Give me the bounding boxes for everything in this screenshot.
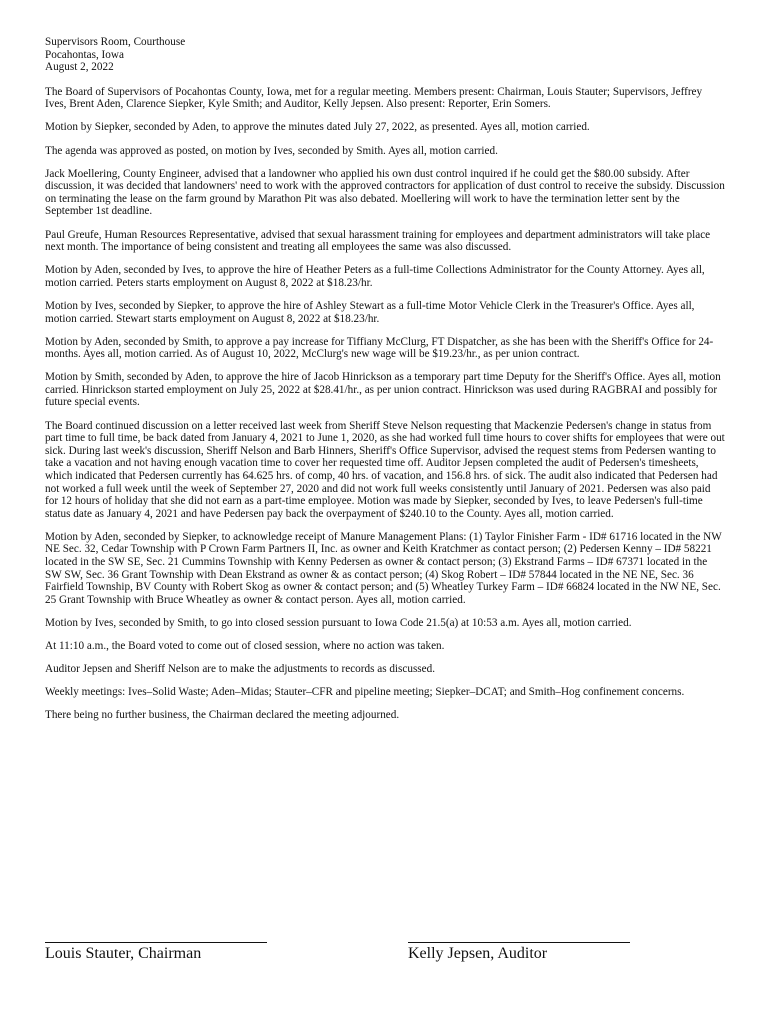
signature-line [408,932,630,943]
hire-peters-paragraph: Motion by Aden, seconded by Ives, to approve the hire of Heather Peters as a full-time Collections Administrator for the County Attorney. Ayes all, motion carried. Peters starts employment on August 8, 2022 at $18.23/hr. [45,264,705,289]
pay-increase-paragraph: Motion by Aden, seconded by Smith, to approve a pay increase for Tiffiany McClurg, FT Dispatcher, as she has been with the Sheriff's Office for 24-months. Ayes all, motion carried. As of August 10, 2022, McClurg's new wage will be $19.23/hr., as per union contract. [45,335,714,361]
signature-section [45,932,726,972]
manure-plans-paragraph: Motion by Aden, seconded by Siepker, to acknowledge receipt of Manure Management Plans: (1) Taylor Finisher Farm - ID# 61716 located in the NW NE Sec. 32, Cedar Township with P Crown Farm Partners II, Inc. as owner and Keith Kratchmer as contact person; (2) Pedersen Kenny – ID# 58221 located in the SW SE, Sec. 21 Cummins Township with Kenny Pedersen as owner & contact person; (3) Ekstrand Farms – ID# 67371 located in the SW SW, Sec. 36 Grant Township with Dean Ekstrand as owner & as contact person; (4) Skog Robert – ID# 57844 located in the NE NE, Sec. 36 Fairfield Township, BV County with Robert Skog as owner & contact person; and (5) Wheatley Turkey Farm – ID# 66824 located in the NW NE, Sec. 25 Grant Township with Bruce Wheatley as owner & contact person. Ayes all, motion carried. [45,530,722,606]
weekly-meetings-paragraph: Weekly meetings: Ives–Solid Waste; Aden–Midas; Stauter–CFR and pipeline meeting; Siepker–DCAT; and Smith–Hog confinement concerns. [45,686,685,699]
closed-session-paragraph: Motion by Ives, seconded by Smith, to go into closed session pursuant to Iowa Code 21.5(a) at 10:53 a.m. Ayes all, motion carried. [45,616,632,629]
chairman-name: Louis Stauter, Chairman [45,945,202,962]
hire-stewart-paragraph: Motion by Ives, seconded by Siepker, to approve the hire of Ashley Stewart as a full-time Motor Vehicle Clerk in the Treasurer's Office. Ayes all, motion carried. Stewart starts employment on August 8, 2022 at $18.23/hr. [45,299,695,325]
open-session-paragraph: At 11:10 a.m., the Board voted to come out of closed session, where no action was taken. [45,639,445,652]
meeting-city: Pocahontas, Iowa [45,48,124,61]
auditor-name: Kelly Jepsen, Auditor [408,945,548,962]
engineer-report-paragraph: Jack Moellering, County Engineer, advised that a landowner who applied his own dust control inquired if he could get the $80.00 subsidy. After discussion, it was decided that landowners' need to work with the approved contractors for application of dust control to receive the subsidy. Discussion on terminating the lease on the farm ground by Marathon Pit was also debated. Moellering will work to have the termination letter sent by the September 1st deadline. [45,167,725,218]
document-header [45,36,726,74]
chairman-signature [45,932,267,963]
attendance-paragraph: The Board of Supervisors of Pocahontas County, Iowa, met for a regular meeting. Members present: Chairman, Louis Stauter; Supervisors, Jeffrey Ives, Brent Aden, Clarence Siepker, Kyle Smith; and Auditor, Kelly Jepsen. Also present: Reporter, Erin Somers. [45,85,703,111]
hr-report-paragraph: Paul Greufe, Human Resources Representative, advised that sexual harassment training for employees and department administrators will take place next month. The importance of being consistent and treating all employees the same was also discussed. [45,228,711,254]
meeting-date: August 2, 2022 [45,61,114,74]
signature-line [45,932,267,943]
minutes-approval-paragraph: Motion by Siepker, seconded by Aden, to approve the minutes dated July 27, 2022, as presented. Ayes all, motion carried. [45,121,590,134]
agenda-approval-paragraph: The agenda was approved as posted, on motion by Ives, seconded by Smith. Ayes all, motion carried. [45,144,498,157]
adjustments-paragraph: Auditor Jepsen and Sheriff Nelson are to make the adjustments to records as discussed. [45,663,436,676]
hire-hinrickson-paragraph: Motion by Smith, seconded by Aden, to approve the hire of Jacob Hinrickson as a temporary part time Deputy for the Sheriff's Office. Ayes all, motion carried. Hinrickson started employment on July 25, 2022 at $28.41/hr., as per union contract. Hinrickson was used during RAGBRAI and possibly for future special events. [45,371,721,409]
pedersen-status-paragraph: The Board continued discussion on a letter received last week from Sheriff Steve Nelson requesting that Mackenzie Pedersen's change in status from part time to full time, be back dated from January 4, 2021 to June 1, 2020, as she had worked full time hours to cover shifts for employees that were out sick. During last week's discussion, Sheriff Nelson and Barb Hinners, Sheriff's Office Supervisor, advised the request stems from Pedersen wanting to take a vacation and not having enough vacation time to cover her requested time off. Auditor Jepsen completed the audit of Pedersen's timesheets, which indicated that Pedersen currently has 64.625 hrs. of comp, 40 hrs. of vacation, and 156.8 hrs. of sick. The audit also indicated that Pedersen had not worked a full week until the week of September 27, 2020 and did not work full weeks consistently until January of 2021. Pedersen was also paid for 12 hours of holiday that she did not earn as a part-time employee. Motion was made by Siepker, seconded by Ives, to leave Pedersen's full-time status date as January 4, 2021 and have Pedersen pay back the overpayment of $240.10 to the County. Ayes all, motion carried. [45,419,725,520]
auditor-signature [408,932,630,963]
meeting-location: Supervisors Room, Courthouse [45,36,186,48]
adjournment-paragraph: There being no further business, the Chairman declared the meeting adjourned. [45,709,400,722]
